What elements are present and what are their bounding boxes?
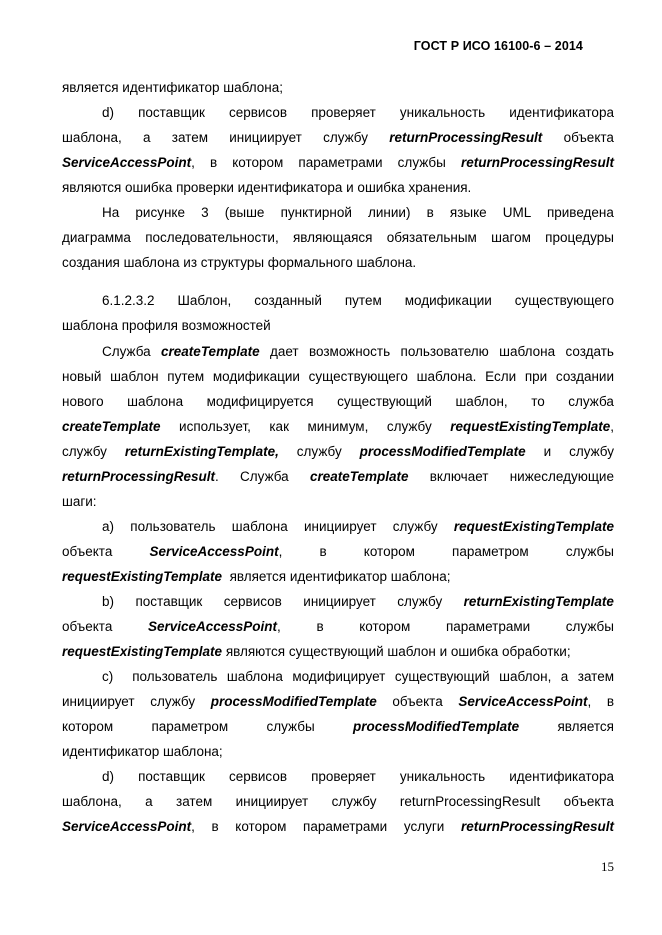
text-line: нового шаблона модифицируется существующий шаблон, то служба [62,394,614,409]
text-line: шаблона, а затем инициирует службу returnProcessingResult объекта [62,130,614,145]
term-ret: requestExistingTemplate [62,569,223,584]
text-line: диаграмма последовательности, являющаяся обязательным шагом процедуры [62,230,614,245]
text-line: новый шаблон путем модификации существующего шаблона. Если при создании [62,369,614,384]
term-ret: requestExistingTemplate [453,519,614,534]
text-line: службу returnExistingTemplate, службу processModifiedTemplate и службу [62,444,614,459]
term-ret: requestExistingTemplate [62,644,223,659]
text-line: ServiceAccessPoint, в котором параметрами службы returnProcessingResult [62,155,614,170]
text-line: объекта ServiceAccessPoint, в котором параметром службы [62,544,614,559]
term-rpr: returnProcessingResult [460,819,614,834]
text-line: d) поставщик сервисов проверяет уникальность идентификатора [102,105,614,120]
text-line: идентификатор шаблона; [62,744,223,759]
term-rext: returnExistingTemplate [463,594,614,609]
text-line: являются ошибка проверки идентификатора и ошибка хранения. [62,180,472,195]
term-rpr-plain: returnProcessingResult [399,794,541,809]
list-item-d: d) поставщик сервисов проверяет уникальность идентификатора [102,769,614,784]
term-rpr: returnProcessingResult [389,130,543,145]
text-line: requestExistingTemplate являются существующий шаблон и ошибка обработки; [62,644,571,659]
section-heading-cont: шаблона профиля возможностей [62,318,271,333]
text-line: шаги: [62,494,97,509]
text-line: котором параметром службы processModifiedTemplate является [62,719,614,734]
list-item-a: а) пользователь шаблона инициирует службу requestExistingTemplate [102,519,614,534]
text-line: returnProcessingResult. Служба createTemplate включает нижеследующие [62,469,614,484]
term-ret: requestExistingTemplate [450,419,611,434]
term-sap: ServiceAccessPoint [458,694,588,709]
term-sap: ServiceAccessPoint [62,819,192,834]
term-pmt: processModifiedTemplate [210,694,377,709]
document-header: ГОСТ Р ИСО 16100-6 – 2014 [413,39,583,53]
text-line: На рисунке 3 (выше пунктирной линии) в языке UML приведена [102,205,614,220]
term-pmt: processModifiedTemplate [353,719,520,734]
term-sap: ServiceAccessPoint [149,544,279,559]
term-rpr: returnProcessingResult [62,469,216,484]
text-line: ServiceAccessPoint, в котором параметрами услуги returnProcessingResult [62,819,614,834]
text-line: инициирует службу processModifiedTemplate объекта ServiceAccessPoint, в [62,694,614,709]
term-rpr: returnProcessingResult [460,155,614,170]
term-ct: createTemplate [161,344,260,359]
text-line: является идентификатор шаблона; [62,80,283,95]
term-sap: ServiceAccessPoint [62,155,192,170]
text-line: объекта ServiceAccessPoint, в котором параметрами службы [62,619,614,634]
text-line: создания шаблона из структуры формального шаблона. [62,255,417,270]
page-number: 15 [601,859,614,874]
term-ct: createTemplate [309,469,409,484]
section-heading: 6.1.2.3.2 Шаблон, созданный путем модификации существующего [102,293,614,308]
term-ct: createTemplate [62,419,161,434]
term-pmt: processModifiedTemplate [359,444,526,459]
list-item-b: b) поставщик сервисов инициирует службу returnExistingTemplate [102,594,614,609]
text-line: createTemplate использует, как минимум, службу requestExistingTemplate, [62,419,614,434]
text-line: requestExistingTemplate является идентификатор шаблона; [62,569,451,584]
term-sap: ServiceAccessPoint [147,619,278,634]
text-line: Служба createTemplate дает возможность пользователю шаблона создать [102,344,614,359]
text-line: шаблона, а затем инициирует службу returnProcessingResult объекта [62,794,614,809]
list-item-c: с) пользователь шаблона модифицирует существующий шаблон, а затем [102,669,614,684]
term-rext: returnExistingTemplate [124,444,276,459]
